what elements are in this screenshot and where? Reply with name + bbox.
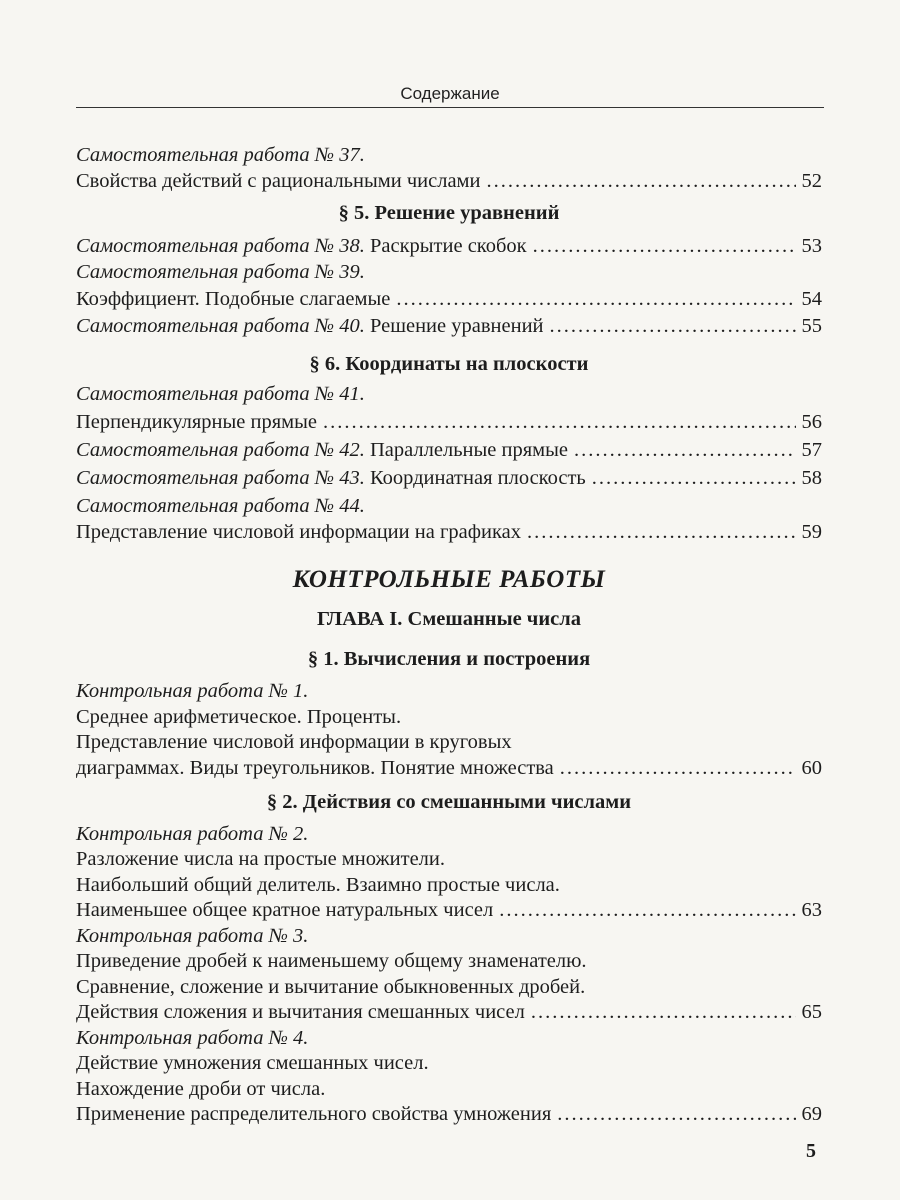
entry-title: Представление числовой информации в круговых: [76, 731, 512, 753]
entry-title: Раскрытие скобок: [369, 235, 527, 257]
toc-entry-line: [76, 947, 822, 975]
toc-entry: [76, 464, 822, 492]
header-rule: [76, 107, 824, 108]
entry-page: 55: [801, 315, 822, 337]
dot-leader: [323, 408, 796, 436]
toc-entry: [76, 896, 822, 924]
entry-title: Нахождение дроби от числа.: [76, 1078, 326, 1100]
toc-entry: [76, 518, 822, 546]
dot-leader: [557, 1100, 795, 1128]
entry-title: Среднее арифметическое. Проценты.: [76, 706, 402, 728]
toc-entry: [76, 408, 822, 436]
entry-title: Параллельные прямые: [369, 439, 569, 461]
entry-title: Приведение дробей к наименьшему общему знаменателю.: [76, 950, 587, 972]
toc-entry: [76, 232, 822, 260]
entry-title: Координатная плоскость: [369, 467, 586, 489]
entry-label: Контрольная работа № 2.: [76, 823, 309, 845]
toc-entry: [76, 258, 822, 286]
dot-leader: [533, 232, 796, 260]
entry-title: Представление числовой информации на графиках: [76, 521, 521, 543]
toc-entry-line: [76, 1049, 822, 1077]
toc-entry: [76, 820, 822, 848]
entry-page: 69: [801, 1103, 822, 1125]
toc-entry: [76, 677, 822, 705]
entry-page: 52: [801, 170, 822, 192]
toc-entry: [76, 285, 822, 313]
dot-leader: [550, 312, 796, 340]
entry-title: Сравнение, сложение и вычитание обыкновенных дробей.: [76, 976, 586, 998]
toc-entry: [76, 167, 822, 195]
toc-entry: [76, 754, 822, 782]
entry-label: Самостоятельная работа № 43.: [76, 467, 365, 489]
entry-label: Самостоятельная работа № 44.: [76, 495, 365, 517]
section-heading: § 5. Решение уравнений: [338, 202, 560, 224]
entry-page: 58: [801, 467, 822, 489]
dot-leader: [531, 998, 796, 1026]
dot-leader: [560, 754, 796, 782]
toc-entry: [76, 922, 822, 950]
toc-entry: [76, 1024, 822, 1052]
entry-page: 60: [801, 757, 822, 779]
entry-page: 57: [801, 439, 822, 461]
entry-page: 54: [801, 288, 822, 310]
entry-label: Контрольная работа № 3.: [76, 925, 309, 947]
toc-entry: [76, 998, 822, 1026]
entry-title: Действие умножения смешанных чисел.: [76, 1052, 429, 1074]
toc-entry: [76, 141, 822, 169]
entry-title: Наибольший общий делитель. Взаимно простые числа.: [76, 874, 560, 896]
dot-leader: [499, 896, 795, 924]
entry-title: Разложение числа на простые множители.: [76, 848, 445, 870]
toc-entry-line: [76, 728, 822, 756]
entry-page: 63: [801, 899, 822, 921]
entry-label: Контрольная работа № 4.: [76, 1027, 309, 1049]
toc-entry: [76, 380, 822, 408]
dot-leader: [527, 518, 796, 546]
section-heading: § 6. Координаты на плоскости: [309, 353, 589, 375]
entry-title: диаграммах. Виды треугольников. Понятие множества: [76, 757, 554, 779]
entry-title: Свойства действий с рациональными числами: [76, 170, 481, 192]
page-number: 5: [806, 1140, 816, 1162]
entry-title: Перпендикулярные прямые: [76, 411, 317, 433]
entry-page: 53: [801, 235, 822, 257]
toc-entry-line: [76, 871, 822, 899]
entry-label: Самостоятельная работа № 38.: [76, 235, 365, 257]
entry-label: Самостоятельная работа № 39.: [76, 261, 365, 283]
entry-title: Коэффициент. Подобные слагаемые: [76, 288, 391, 310]
toc-entry: [76, 492, 822, 520]
entry-title: Действия сложения и вычитания смешанных чисел: [76, 1001, 525, 1023]
toc-entry-line: [76, 973, 822, 1001]
entry-title: Наименьшее общее кратное натуральных чисел: [76, 899, 494, 921]
section-heading: § 2. Действия со смешанными числами: [266, 791, 632, 813]
toc-entry-line: [76, 703, 822, 731]
page-header: Содержание: [400, 84, 500, 103]
toc-entry: [76, 312, 822, 340]
entry-title: Применение распределительного свойства умножения: [76, 1103, 552, 1125]
entry-page: 59: [801, 521, 822, 543]
entry-label: Контрольная работа № 1.: [76, 680, 309, 702]
section-heading: § 1. Вычисления и построения: [307, 648, 591, 670]
dot-leader: [574, 436, 795, 464]
chapter-heading: ГЛАВА I. Смешанные числа: [316, 608, 582, 630]
entry-page: 56: [801, 411, 822, 433]
part-heading: КОНТРОЛЬНЫЕ РАБОТЫ: [292, 566, 606, 593]
toc-entry-line: [76, 1075, 822, 1103]
toc-entry-line: [76, 845, 822, 873]
entry-label: Самостоятельная работа № 42.: [76, 439, 365, 461]
entry-title: Решение уравнений: [369, 315, 544, 337]
entry-label: Самостоятельная работа № 40.: [76, 315, 365, 337]
dot-leader: [592, 464, 796, 492]
dot-leader: [396, 285, 795, 313]
dot-leader: [487, 167, 796, 195]
entry-label: Самостоятельная работа № 41.: [76, 383, 365, 405]
toc-entry: [76, 436, 822, 464]
entry-label: Самостоятельная работа № 37.: [76, 144, 365, 166]
toc-entry: [76, 1100, 822, 1128]
entry-page: 65: [801, 1001, 822, 1023]
